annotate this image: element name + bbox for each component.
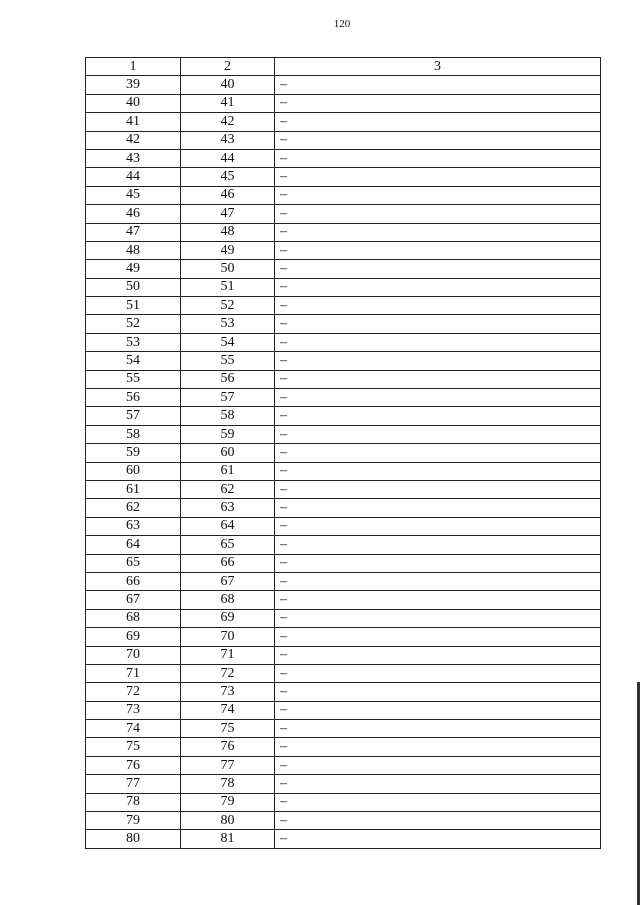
cell-col-3: –: [275, 499, 601, 517]
header-row: [86, 58, 601, 76]
cell-col-3: –: [275, 536, 601, 554]
table-row: [86, 168, 601, 186]
cell-col-2: 81: [181, 830, 275, 848]
cell-col-3: –: [275, 462, 601, 480]
table-row: [86, 278, 601, 296]
table-row: [86, 609, 601, 627]
cell-col-3: –: [275, 297, 601, 315]
cell-col-3: –: [275, 131, 601, 149]
cell-col-2: 60: [181, 444, 275, 462]
cell-col-2: 65: [181, 536, 275, 554]
cell-col-1: 66: [86, 572, 181, 590]
table-row: [86, 315, 601, 333]
cell-col-1: 60: [86, 462, 181, 480]
column-header-2: 2: [181, 58, 275, 76]
cell-col-1: 68: [86, 609, 181, 627]
cell-col-3: –: [275, 370, 601, 388]
cell-col-3: –: [275, 260, 601, 278]
cell-col-1: 69: [86, 628, 181, 646]
page-number: 120: [333, 18, 351, 30]
cell-col-2: 62: [181, 480, 275, 498]
cell-col-3: –: [275, 609, 601, 627]
cell-col-1: 41: [86, 113, 181, 131]
cell-col-3: –: [275, 664, 601, 682]
cell-col-1: 59: [86, 444, 181, 462]
cell-col-2: 55: [181, 352, 275, 370]
cell-col-1: 80: [86, 830, 181, 848]
cell-col-3: –: [275, 186, 601, 204]
table-row: [86, 297, 601, 315]
cell-col-3: –: [275, 278, 601, 296]
table-row: [86, 793, 601, 811]
column-header-3: 3: [275, 58, 601, 76]
table-row: [86, 756, 601, 774]
table-row: [86, 444, 601, 462]
cell-col-2: 43: [181, 131, 275, 149]
cell-col-1: 73: [86, 701, 181, 719]
cell-col-2: 71: [181, 646, 275, 664]
cell-col-1: 58: [86, 425, 181, 443]
cell-col-2: 74: [181, 701, 275, 719]
table-body: [86, 76, 601, 848]
cell-col-1: 61: [86, 480, 181, 498]
data-table: [85, 57, 601, 849]
cell-col-3: –: [275, 646, 601, 664]
cell-col-3: –: [275, 352, 601, 370]
table-row: [86, 499, 601, 517]
table-row: [86, 701, 601, 719]
cell-col-3: –: [275, 793, 601, 811]
cell-col-3: –: [275, 76, 601, 94]
cell-col-3: –: [275, 701, 601, 719]
table-row: [86, 149, 601, 167]
cell-col-3: –: [275, 389, 601, 407]
cell-col-1: 48: [86, 241, 181, 259]
table-row: [86, 738, 601, 756]
cell-col-3: –: [275, 113, 601, 131]
cell-col-2: 56: [181, 370, 275, 388]
cell-col-2: 48: [181, 223, 275, 241]
cell-col-2: 70: [181, 628, 275, 646]
table-row: [86, 407, 601, 425]
cell-col-1: 64: [86, 536, 181, 554]
table-row: [86, 683, 601, 701]
table-row: [86, 352, 601, 370]
cell-col-3: –: [275, 756, 601, 774]
cell-col-2: 53: [181, 315, 275, 333]
table-row: [86, 186, 601, 204]
cell-col-1: 47: [86, 223, 181, 241]
table-row: [86, 241, 601, 259]
cell-col-2: 49: [181, 241, 275, 259]
cell-col-2: 66: [181, 554, 275, 572]
cell-col-2: 64: [181, 517, 275, 535]
cell-col-2: 42: [181, 113, 275, 131]
cell-col-1: 65: [86, 554, 181, 572]
cell-col-1: 50: [86, 278, 181, 296]
cell-col-3: –: [275, 241, 601, 259]
cell-col-2: 79: [181, 793, 275, 811]
cell-col-1: 56: [86, 389, 181, 407]
table-row: [86, 554, 601, 572]
cell-col-3: –: [275, 628, 601, 646]
table-row: [86, 260, 601, 278]
table-row: [86, 572, 601, 590]
cell-col-2: 77: [181, 756, 275, 774]
cell-col-2: 72: [181, 664, 275, 682]
cell-col-1: 72: [86, 683, 181, 701]
cell-col-1: 78: [86, 793, 181, 811]
cell-col-1: 40: [86, 94, 181, 112]
cell-col-3: –: [275, 480, 601, 498]
cell-col-1: 39: [86, 76, 181, 94]
cell-col-3: –: [275, 591, 601, 609]
cell-col-1: 79: [86, 812, 181, 830]
cell-col-3: –: [275, 333, 601, 351]
cell-col-2: 57: [181, 389, 275, 407]
table-row: [86, 720, 601, 738]
cell-col-1: 67: [86, 591, 181, 609]
cell-col-2: 52: [181, 297, 275, 315]
cell-col-1: 53: [86, 333, 181, 351]
cell-col-3: –: [275, 94, 601, 112]
cell-col-1: 45: [86, 186, 181, 204]
cell-col-3: –: [275, 205, 601, 223]
table-row: [86, 830, 601, 848]
cell-col-3: –: [275, 444, 601, 462]
table-row: [86, 664, 601, 682]
table-row: [86, 205, 601, 223]
table-row: [86, 462, 601, 480]
cell-col-1: 42: [86, 131, 181, 149]
cell-col-3: –: [275, 812, 601, 830]
table-row: [86, 775, 601, 793]
table-row: [86, 389, 601, 407]
cell-col-3: –: [275, 425, 601, 443]
cell-col-2: 41: [181, 94, 275, 112]
table-row: [86, 370, 601, 388]
cell-col-1: 70: [86, 646, 181, 664]
cell-col-3: –: [275, 407, 601, 425]
cell-col-3: –: [275, 517, 601, 535]
cell-col-3: –: [275, 168, 601, 186]
cell-col-3: –: [275, 223, 601, 241]
table-row: [86, 646, 601, 664]
table-row: [86, 812, 601, 830]
table-row: [86, 425, 601, 443]
table-header: [86, 58, 601, 76]
table-row: [86, 333, 601, 351]
cell-col-1: 51: [86, 297, 181, 315]
cell-col-2: 73: [181, 683, 275, 701]
cell-col-2: 78: [181, 775, 275, 793]
cell-col-1: 76: [86, 756, 181, 774]
cell-col-1: 62: [86, 499, 181, 517]
cell-col-3: –: [275, 683, 601, 701]
cell-col-2: 40: [181, 76, 275, 94]
cell-col-2: 59: [181, 425, 275, 443]
cell-col-2: 46: [181, 186, 275, 204]
cell-col-1: 77: [86, 775, 181, 793]
cell-col-1: 57: [86, 407, 181, 425]
cell-col-3: –: [275, 572, 601, 590]
cell-col-2: 58: [181, 407, 275, 425]
cell-col-3: –: [275, 775, 601, 793]
table-row: [86, 113, 601, 131]
cell-col-1: 75: [86, 738, 181, 756]
cell-col-3: –: [275, 149, 601, 167]
cell-col-2: 75: [181, 720, 275, 738]
cell-col-3: –: [275, 554, 601, 572]
cell-col-1: 55: [86, 370, 181, 388]
cell-col-1: 44: [86, 168, 181, 186]
cell-col-3: –: [275, 738, 601, 756]
table-row: [86, 223, 601, 241]
table-row: [86, 536, 601, 554]
cell-col-2: 61: [181, 462, 275, 480]
cell-col-2: 63: [181, 499, 275, 517]
table-row: [86, 591, 601, 609]
cell-col-2: 54: [181, 333, 275, 351]
cell-col-3: –: [275, 720, 601, 738]
cell-col-1: 52: [86, 315, 181, 333]
cell-col-1: 46: [86, 205, 181, 223]
cell-col-1: 63: [86, 517, 181, 535]
cell-col-3: –: [275, 315, 601, 333]
cell-col-2: 47: [181, 205, 275, 223]
cell-col-2: 76: [181, 738, 275, 756]
cell-col-2: 80: [181, 812, 275, 830]
cell-col-2: 45: [181, 168, 275, 186]
cell-col-2: 67: [181, 572, 275, 590]
cell-col-1: 74: [86, 720, 181, 738]
cell-col-2: 51: [181, 278, 275, 296]
table-row: [86, 480, 601, 498]
cell-col-3: –: [275, 830, 601, 848]
cell-col-2: 44: [181, 149, 275, 167]
table-row: [86, 131, 601, 149]
table-row: [86, 94, 601, 112]
table-row: [86, 76, 601, 94]
cell-col-2: 69: [181, 609, 275, 627]
column-header-1: 1: [86, 58, 181, 76]
cell-col-1: 49: [86, 260, 181, 278]
cell-col-2: 68: [181, 591, 275, 609]
table-row: [86, 517, 601, 535]
cell-col-1: 43: [86, 149, 181, 167]
cell-col-1: 71: [86, 664, 181, 682]
cell-col-2: 50: [181, 260, 275, 278]
cell-col-1: 54: [86, 352, 181, 370]
table-row: [86, 628, 601, 646]
